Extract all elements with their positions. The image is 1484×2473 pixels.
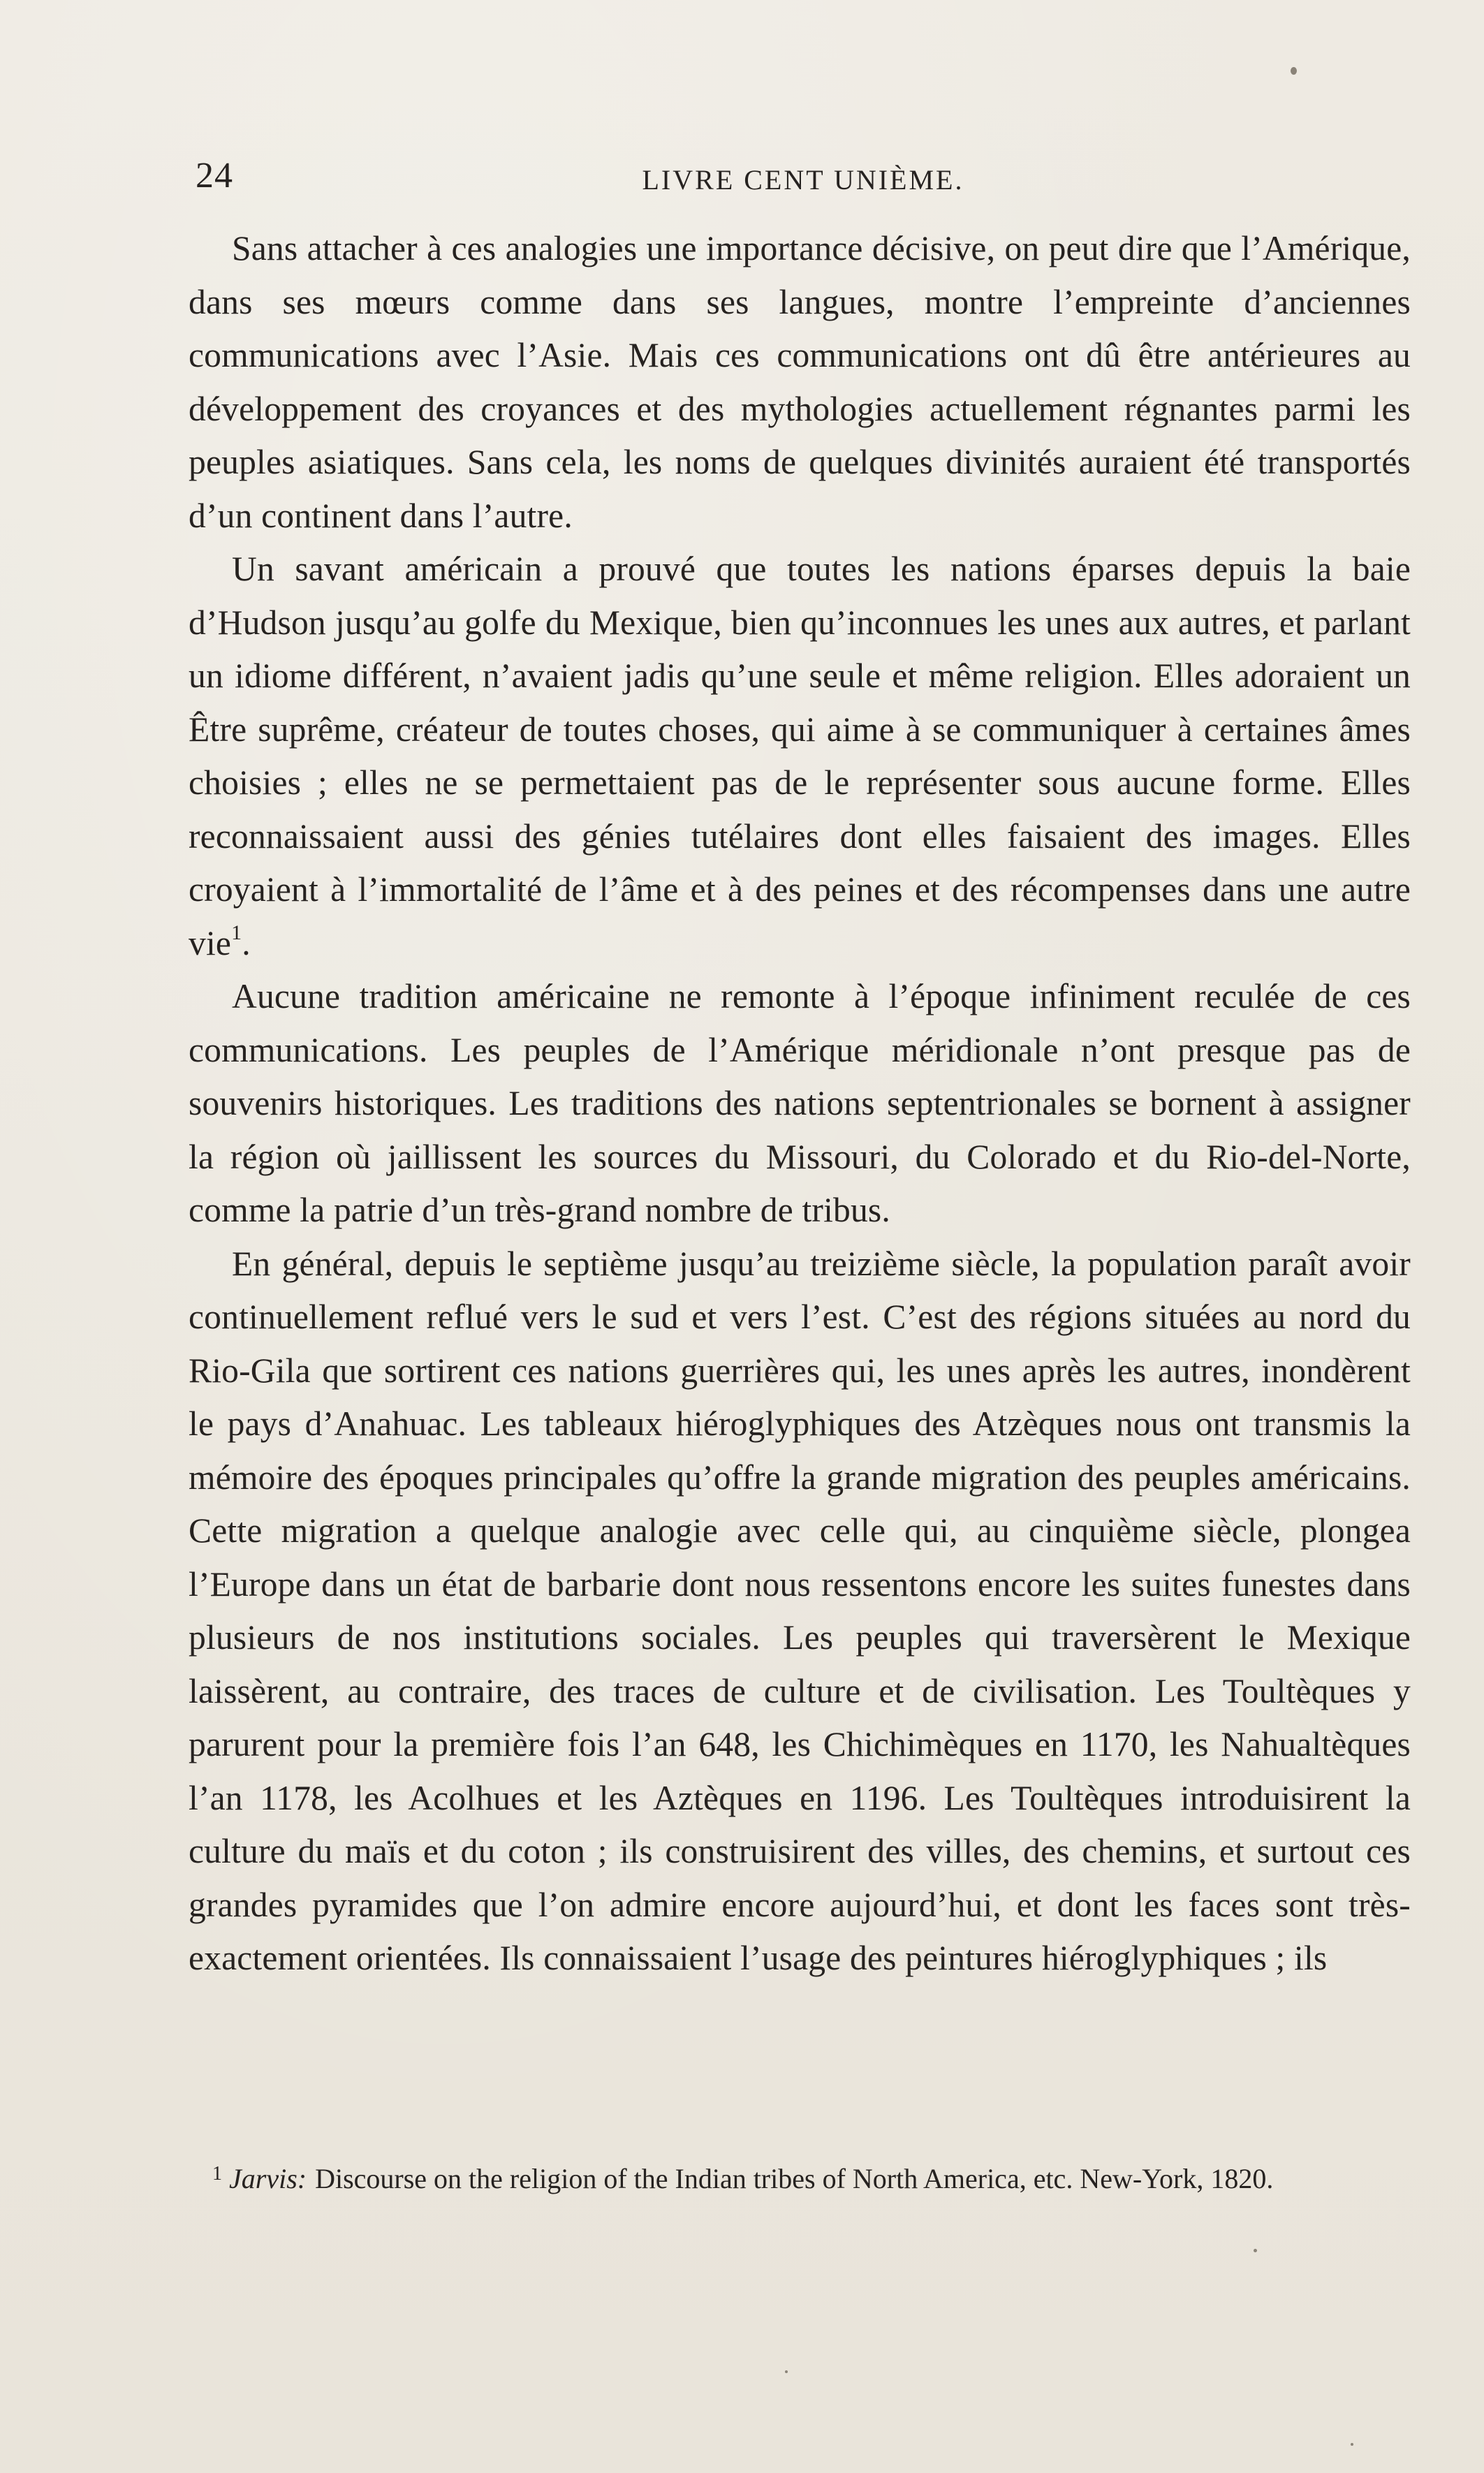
paragraph-2 bbox=[189, 543, 1411, 970]
footnote-mark: 1 bbox=[212, 2163, 222, 2185]
footnote-text: Discourse on the religion of the Indian tribes of North America, etc. New-York, 1820. bbox=[315, 2163, 1274, 2194]
page-header bbox=[196, 155, 1411, 204]
footnote-author: Jarvis: bbox=[229, 2163, 307, 2194]
paragraph-2-text: Un savant américain a prouvé que toutes les nations éparses depuis la baie d’Hudson jusqu’au golfe du Mexique, bien qu’inconnues les unes aux autres, et parlant un idiome différent, n’avaient jadis qu’une seule et même religion. Elles adoraient un Être suprême, créateur de toutes choses, qui aime à se communiquer à certaines âmes choisies ; elles ne se permettaient pas de le représenter sous aucune forme. Elles reconnaissaient aussi des génies tutélaires dont elles faisaient des images. Elles croyaient à l’immortalité de l’âme et à des peines et des récompenses dans une autre vie bbox=[189, 550, 1411, 962]
paragraph-2-tail: . bbox=[242, 923, 251, 962]
paper-speck bbox=[1351, 2443, 1353, 2446]
paragraph-4-text: En général, depuis le septième jusqu’au treizième siècle, la population paraît avoir continuellement reflué vers le sud et vers l’est. C’est des régions situées au nord du Rio-Gila que sortirent ces nations guerrières qui, les unes après les autres, inondèrent le pays d’Anahuac. Les tableaux hiéroglyphiques des Atzèques nous ont transmis la mémoire des époques principales qu’offre la grande migration des peuples américains. Cette migration a quelque analogie avec celle qui, au cinquième siècle, plongea l’Europe dans un état de barbarie dont nous ressentons encore les suites funestes dans plusieurs de nos institutions sociales. Les peuples qui traversèrent le Mexique laissèrent, au contraire, des traces de culture et de civilisation. Les Toultèques y parurent pour la première fois l’an 648, les Chichimèques en 1170, les Nahualtèques l’an 1178, les Acolhues et les Aztèques en 1196. Les Toultèques introduisirent la culture du maïs et du coton ; ils construisirent des villes, des chemins, et surtout ces grandes pyramides que l’on admire encore aujourd’hui, et dont les faces sont très-exactement orientées. Ils connaissaient l’usage des peintures hiéroglyphiques ; ils bbox=[189, 1244, 1411, 1977]
body-text bbox=[189, 222, 1411, 1986]
paragraph-1 bbox=[189, 222, 1411, 543]
footnote bbox=[189, 2157, 1411, 2201]
paper-speck bbox=[1291, 67, 1297, 75]
footnote-reference[interactable]: 1 bbox=[231, 920, 242, 944]
page-number: 24 bbox=[196, 156, 233, 196]
paper-speck bbox=[1254, 2249, 1257, 2252]
paragraph-3-text: Aucune tradition américaine ne remonte à l’époque infiniment reculée de ces communications. Les peuples de l’Amérique méridionale n’ont presque pas de souvenirs historiques. Les traditions des nations septentrionales se bornent à assigner la région où jaillissent les sources du Missouri, du Colorado et du Rio-del-Norte, comme la patrie d’un très-grand nombre de tribus. bbox=[189, 977, 1411, 1229]
paragraph-3 bbox=[189, 970, 1411, 1238]
paper-speck bbox=[785, 2370, 788, 2373]
running-title: LIVRE CENT UNIÈME. bbox=[642, 164, 964, 196]
paragraph-4 bbox=[189, 1238, 1411, 1986]
paragraph-1-text: Sans attacher à ces analogies une importance décisive, on peut dire que l’Amérique, dans ses mœurs comme dans ses langues, montre l’empreinte d’anciennes communications avec l’Asie. Mais ces communications ont dû être antérieures au développement des croyances et des mythologies actuellement régnantes parmi les peuples asiatiques. Sans cela, les noms de quelques divinités auraient été transportés d’un continent dans l’autre. bbox=[189, 229, 1411, 535]
